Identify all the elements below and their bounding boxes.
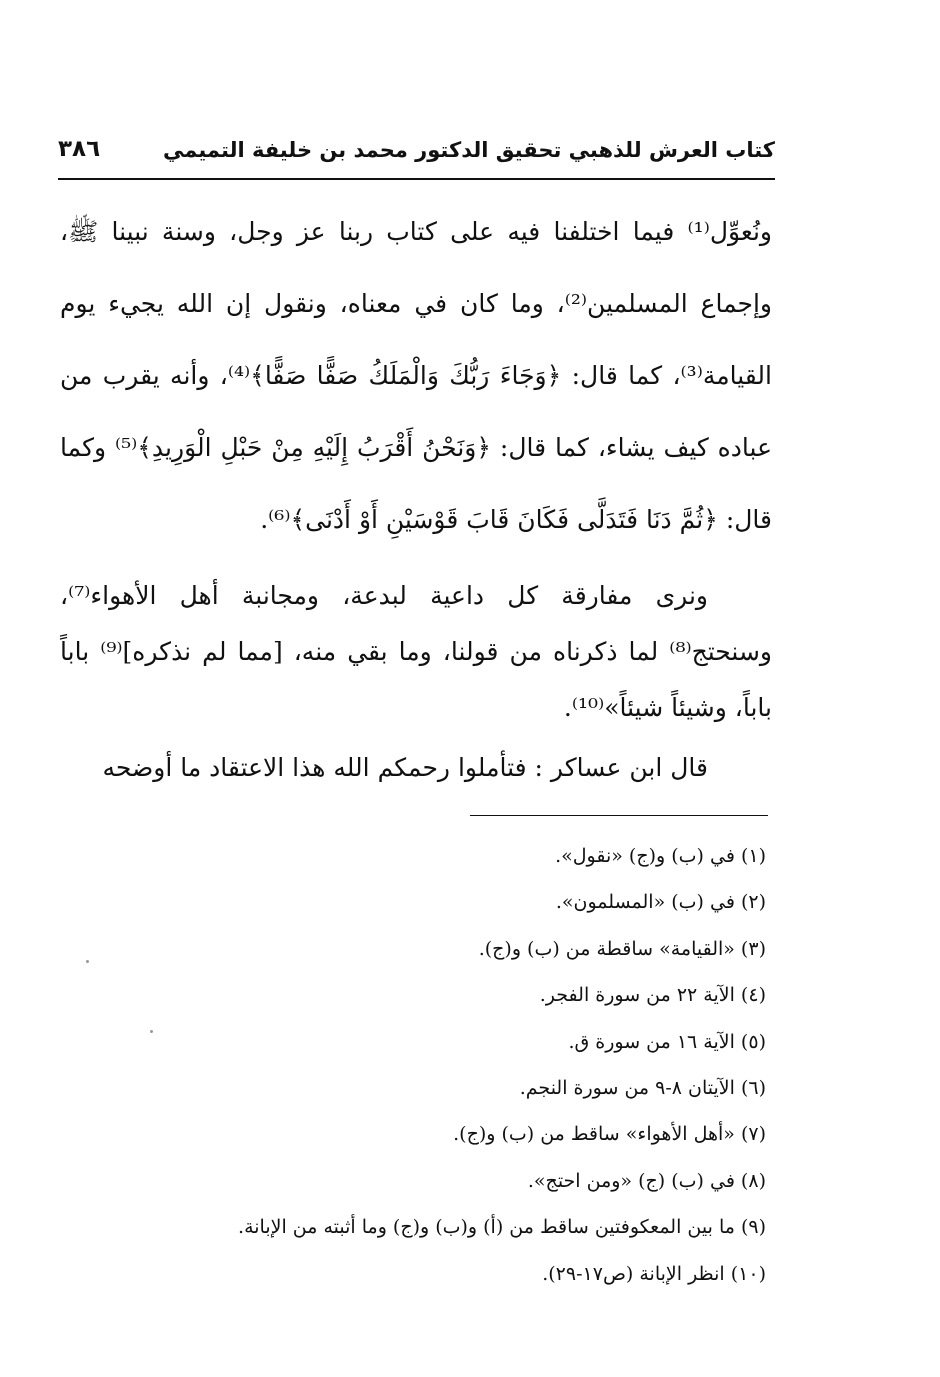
footnote-3: (٣) «القيامة» ساقطة من (ب) و(ج). [478, 937, 766, 960]
footnote-6: (٦) الآيتان ٨-٩ من سورة النجم. [519, 1076, 766, 1099]
footnote-9: (٩) ما بين المعكوفتين ساقط من (أ) و(ب) و(ج) وما أثبته من الإبانة. [238, 1216, 766, 1239]
scan-speck [86, 960, 89, 963]
page-number: ٣٨٦ [58, 136, 101, 162]
main-text [60, 196, 772, 796]
footnote-8: (٨) في (ب) (ج) «ومن احتج». [527, 1169, 766, 1192]
footnote-2: (٢) في (ب) «المسلمون». [555, 891, 766, 914]
footnote-10: (١٠) انظر الإبانة (ص١٧-٢٩). [542, 1262, 766, 1285]
footnote-4: (٤) الآية ٢٢ من سورة الفجر. [539, 984, 766, 1007]
header-rule [58, 178, 775, 180]
running-title: كتاب العرش للذهبي تحقيق الدكتور محمد بن خليفة التميمي [163, 138, 775, 162]
paragraph-innovation: ونرى مفارقة كل داعية لبدعة، ومجانبة أهل الأهواء⁽⁷⁾، وسنحتج⁽⁸⁾ لما ذكرناه من قولنا، وما بقي منه، [مما لم نذكره]⁽⁹⁾ باباً باباً، وشيئاً شيئاً»⁽¹⁰⁾. [60, 581, 772, 722]
footnote-1: (١) في (ب) و(ج) «نقول». [555, 845, 766, 867]
paragraph-ibn-asakir: قال ابن عساكر : فتأملوا رحمكم الله هذا الاعتقاد ما أوضحه [102, 753, 708, 782]
footnote-7: (٧) «أهل الأهواء» ساقط من (ب) و(ج). [453, 1123, 766, 1146]
scan-speck [150, 1030, 153, 1033]
paragraph-creed: ونُعوِّل⁽¹⁾ فيما اختلفنا فيه على كتاب ربنا عز وجل، وسنة نبينا ﷺ، وإجماع المسلمين⁽²⁾، وما كان في معناه، ونقول إن الله يجيء يوم القيامة⁽³⁾، كما قال: ﴿وَجَاءَ رَبُّكَ وَالْمَلَكُ صَفًّا صَفًّا﴾⁽⁴⁾، وأنه يقرب من عباده كيف يشاء، كما قال: ﴿وَنَحْنُ أَقْرَبُ إِلَيْهِ مِنْ حَبْلِ الْوَرِيدِ﴾⁽⁵⁾ وكما قال: ﴿ثُمَّ دَنَا فَتَدَلَّى فَكَانَ قَابَ قَوْسَيْنِ أَوْ أَدْنَى﴾⁽⁶⁾. [60, 217, 772, 534]
running-header [58, 132, 775, 174]
footnote-separator [470, 815, 768, 816]
footnote-5: (٥) الآية ١٦ من سورة ق. [568, 1030, 766, 1053]
footnotes-list [150, 838, 766, 1302]
